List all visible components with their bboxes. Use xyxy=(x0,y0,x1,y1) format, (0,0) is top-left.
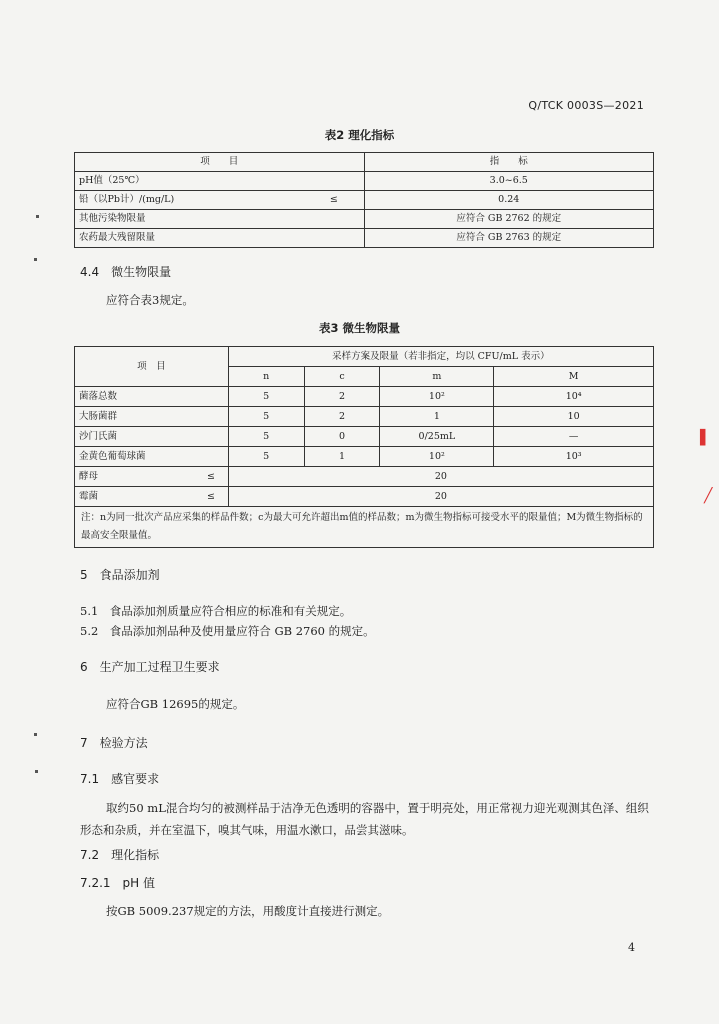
table2-sym xyxy=(304,229,364,248)
table3-c: 2 xyxy=(304,407,380,427)
table3-item: 大肠菌群 xyxy=(75,407,229,427)
table2-value: 3.0~6.5 xyxy=(364,172,653,191)
table-row xyxy=(75,467,654,487)
table3-M: 10⁴ xyxy=(494,387,654,407)
table3-note: 注：n为同一批次产品应采集的样品件数；c为最大可允许超出m值的样品数；m为微生物指标可接受水平的限量值；M为微生物指标的最高安全限量值。 xyxy=(75,507,654,548)
table2-value: 应符合 GB 2763 的规定 xyxy=(364,229,653,248)
table3-caption: 表3 微生物限量 xyxy=(318,321,400,335)
section-7-title: 7 检验方法 xyxy=(80,736,148,750)
section-4-4-title: 4.4 微生物限量 xyxy=(80,265,172,279)
scan-mark xyxy=(34,258,37,261)
table-row xyxy=(75,427,654,447)
table3-item: 沙门氏菌 xyxy=(75,427,229,447)
section-7-1-title: 7.1 感官要求 xyxy=(80,772,160,786)
table3-item: 金黄色葡萄球菌 xyxy=(75,447,229,467)
scan-mark xyxy=(34,733,37,736)
table3-n: 5 xyxy=(228,407,304,427)
table3-n: 5 xyxy=(228,447,304,467)
table2-item: 农药最大残留限量 xyxy=(75,229,305,248)
section-7-2-1-text: 按GB 5009.237规定的方法，用酸度计直接进行测定。 xyxy=(106,904,390,918)
table3-value: 20 xyxy=(228,467,653,487)
table3 xyxy=(74,346,654,548)
table2-item: 铅（以Pb计）/(mg/L) xyxy=(75,191,305,210)
table3-subheader-n: n xyxy=(228,367,304,387)
table3-M: 10 xyxy=(494,407,654,427)
table-row xyxy=(75,447,654,467)
red-stamp-fragment-icon: ╱ xyxy=(704,488,713,504)
table2-caption: 表2 理化指标 xyxy=(324,128,395,142)
section-7-2-1-title: 7.2.1 pH 值 xyxy=(80,876,155,890)
table-row xyxy=(75,172,654,191)
section-5-title: 5 食品添加剂 xyxy=(80,568,160,582)
table-row xyxy=(75,487,654,507)
table3-sym: ≤ xyxy=(194,487,228,507)
table3-n: 5 xyxy=(228,387,304,407)
table3-M: — xyxy=(494,427,654,447)
document-code: Q/TCK 0003S—2021 xyxy=(528,99,644,112)
section-6-text: 应符合GB 12695的规定。 xyxy=(106,697,245,711)
table3-m: 10² xyxy=(380,387,494,407)
table-row xyxy=(75,210,654,229)
table-row xyxy=(75,387,654,407)
table2-item: 其他污染物限量 xyxy=(75,210,305,229)
table-row xyxy=(75,191,654,210)
table3-subheader-c: c xyxy=(304,367,380,387)
table3-M: 10³ xyxy=(494,447,654,467)
table3-sym: ≤ xyxy=(194,467,228,487)
table2 xyxy=(74,152,654,248)
scan-mark xyxy=(35,770,38,773)
table3-m: 10² xyxy=(380,447,494,467)
section-5-2: 5.2 食品添加剂品种及使用量应符合 GB 2760 的规定。 xyxy=(80,624,375,638)
table3-item: 霉菌 xyxy=(75,487,195,507)
table2-header-item: 项 目 xyxy=(75,153,365,172)
table2-item: pH值（25℃） xyxy=(75,172,305,191)
table3-c: 0 xyxy=(304,427,380,447)
section-7-1-text: 取约50 mL混合均匀的被测样品于洁净无色透明的容器中，置于明亮处，用正常视力迎光观测其色泽、组织形态和杂质，并在室温下，嗅其气味，用温水漱口，品尝其滋味。 xyxy=(80,801,649,837)
table3-subheader-m: m xyxy=(380,367,494,387)
table3-m: 0/25mL xyxy=(380,427,494,447)
table2-header-value: 指 标 xyxy=(364,153,653,172)
table2-value: 应符合 GB 2762 的规定 xyxy=(364,210,653,229)
table-row xyxy=(75,407,654,427)
table-row xyxy=(75,229,654,248)
red-stamp-fragment-icon: ▌ xyxy=(700,430,711,446)
table2-sym xyxy=(304,172,364,191)
table3-header-plan: 采样方案及限量（若非指定，均以 CFU/mL 表示） xyxy=(228,347,653,367)
table3-item: 酵母 xyxy=(75,467,195,487)
table3-subheader-M: M xyxy=(494,367,654,387)
table3-item: 菌落总数 xyxy=(75,387,229,407)
section-4-4-text: 应符合表3规定。 xyxy=(106,293,194,307)
scan-mark xyxy=(36,215,39,218)
section-7-2-title: 7.2 理化指标 xyxy=(80,848,160,862)
table3-note-row xyxy=(75,507,654,548)
table3-c: 2 xyxy=(304,387,380,407)
table3-c: 1 xyxy=(304,447,380,467)
section-6-title: 6 生产加工过程卫生要求 xyxy=(80,660,220,674)
table2-sym: ≤ xyxy=(304,191,364,210)
table3-header-row xyxy=(75,347,654,367)
section-5-1: 5.1 食品添加剂质量应符合相应的标准和有关规定。 xyxy=(80,604,352,618)
table3-m: 1 xyxy=(380,407,494,427)
table2-header-row xyxy=(75,153,654,172)
table2-sym xyxy=(304,210,364,229)
table3-header-item: 项 目 xyxy=(75,347,229,387)
table2-value: 0.24 xyxy=(364,191,653,210)
table3-n: 5 xyxy=(228,427,304,447)
table3-value: 20 xyxy=(228,487,653,507)
page-number: 4 xyxy=(628,941,635,954)
